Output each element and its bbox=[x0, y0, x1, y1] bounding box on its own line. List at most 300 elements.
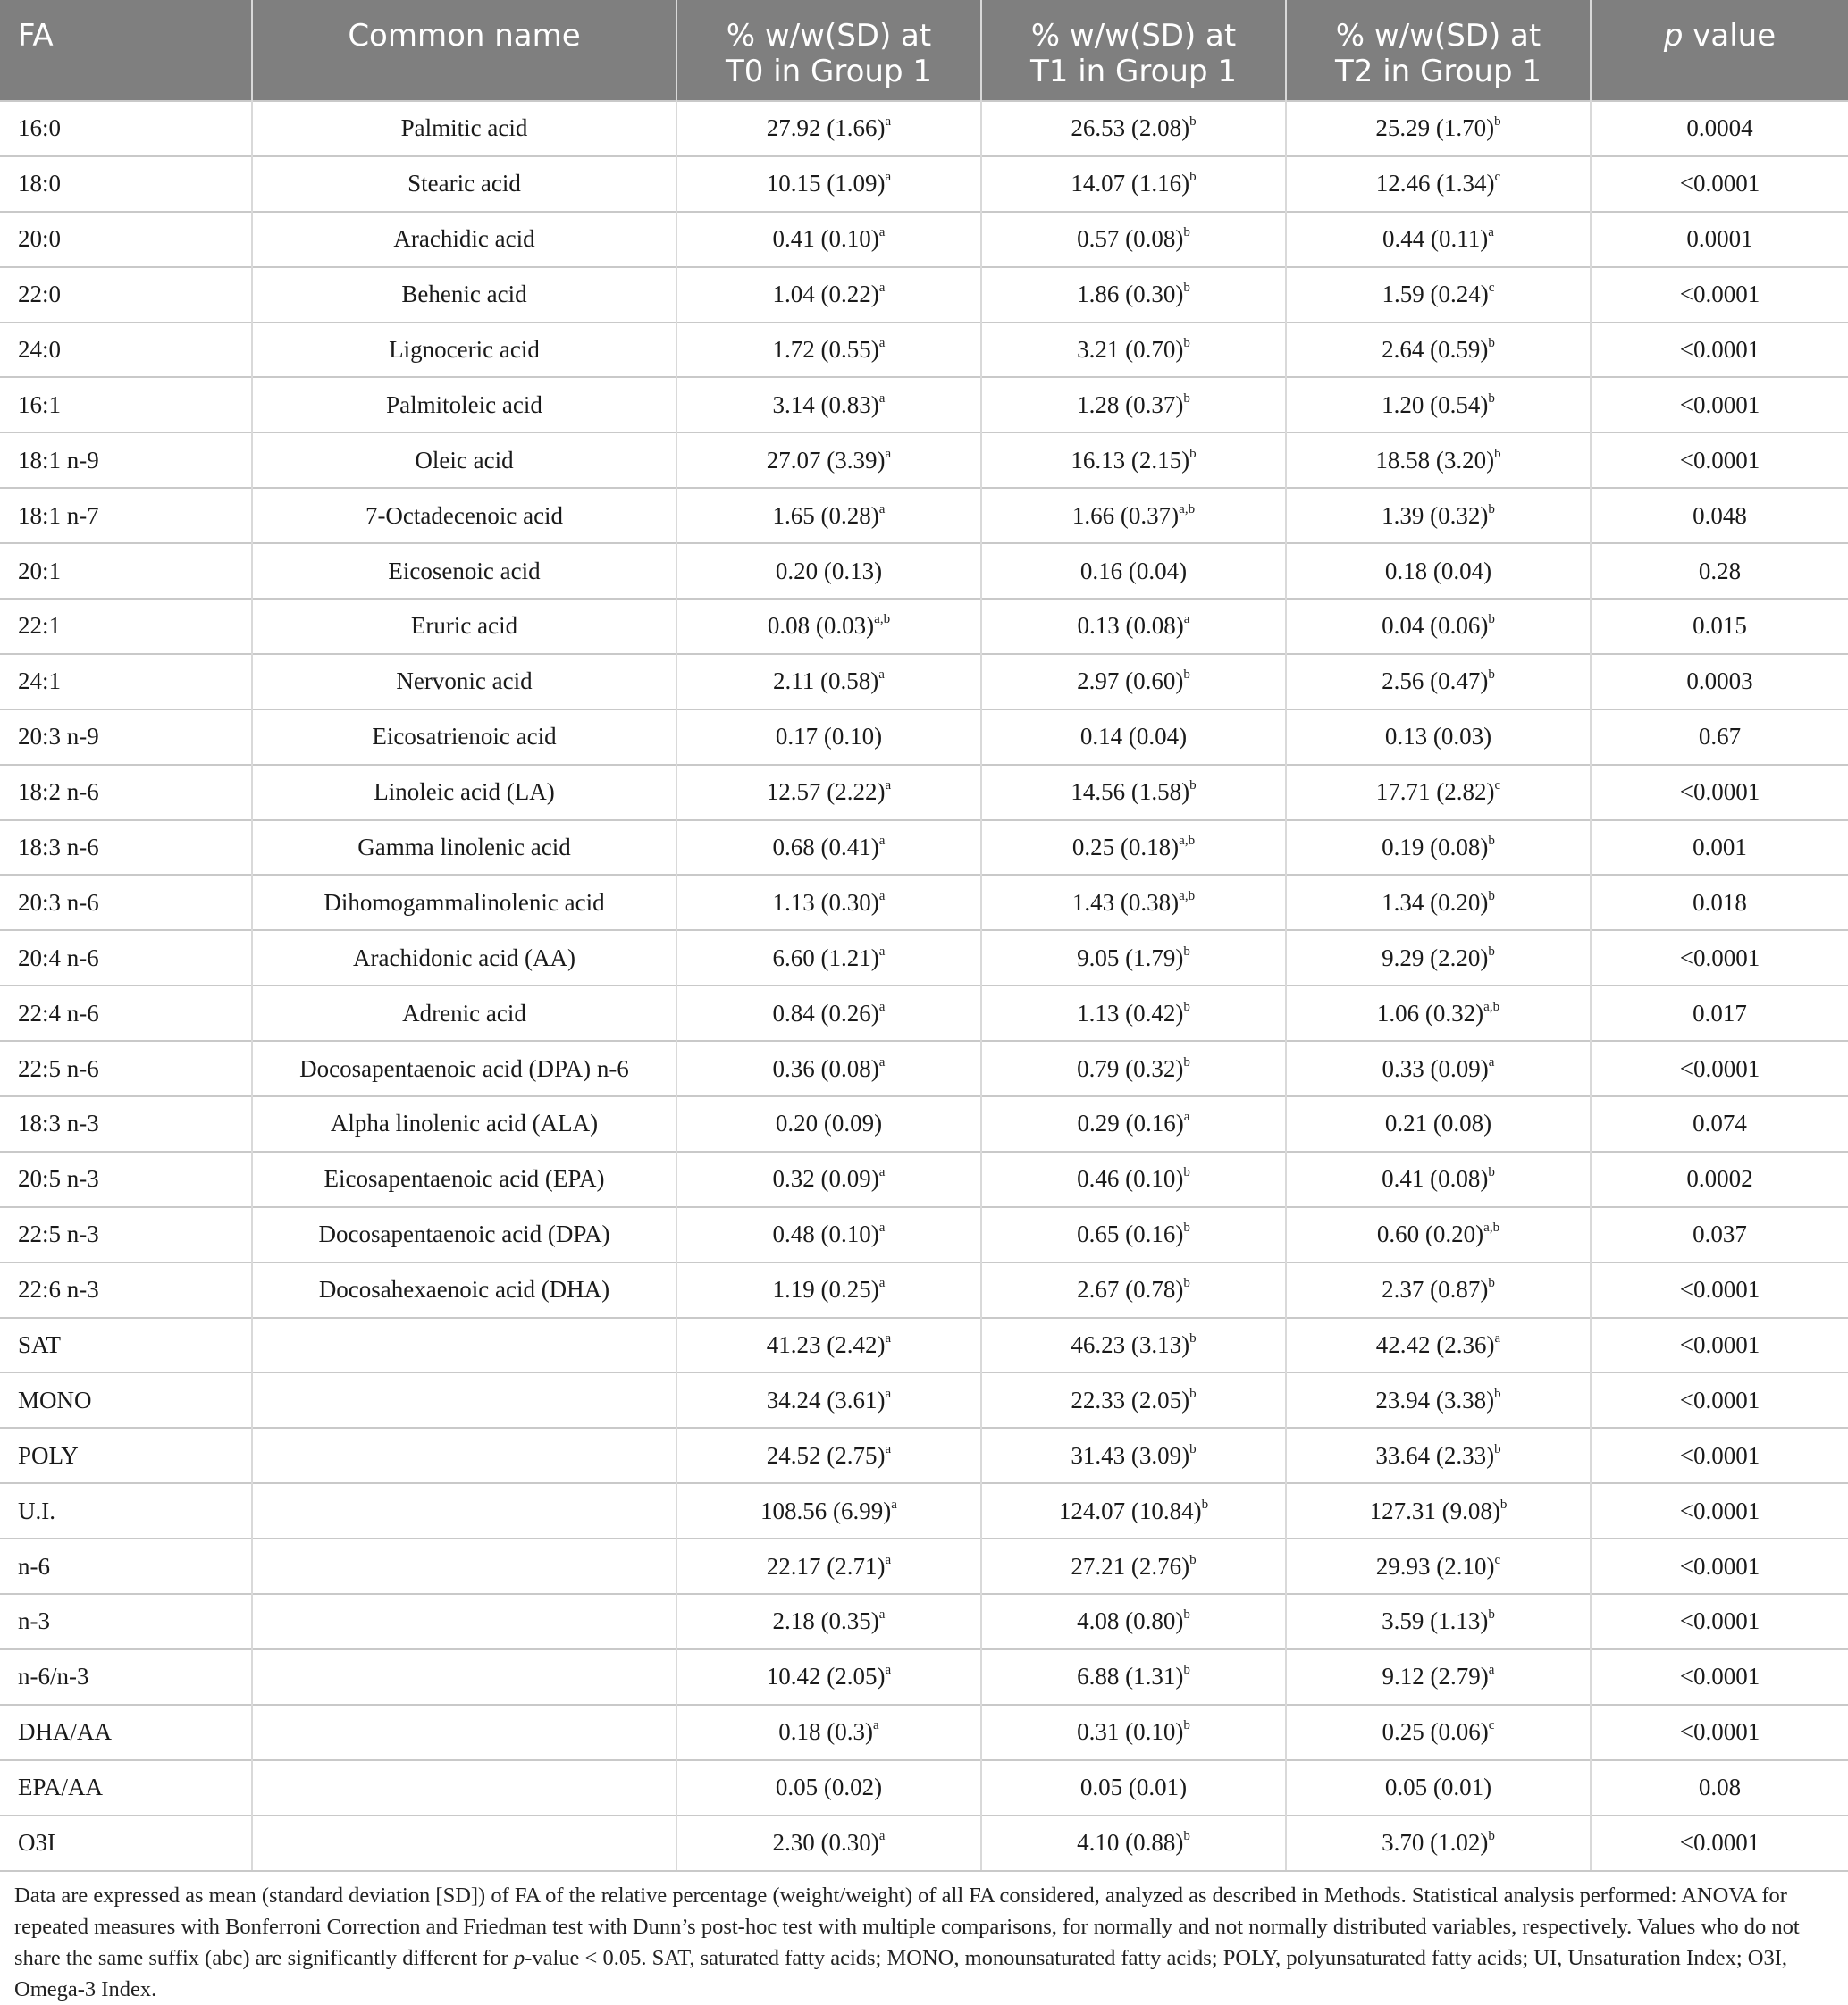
cell-p-value-value: <0.0001 bbox=[1679, 1497, 1760, 1524]
cell-fa bbox=[0, 820, 252, 876]
cell-t1-suffix: b bbox=[1183, 1718, 1190, 1733]
header-t1 bbox=[981, 0, 1286, 101]
cell-t2-value: 2.37 (0.87) bbox=[1382, 1276, 1489, 1304]
cell-t2 bbox=[1286, 488, 1591, 543]
cell-fa bbox=[0, 267, 252, 323]
cell-t1 bbox=[981, 599, 1286, 654]
cell-t1-suffix: b bbox=[1183, 336, 1190, 350]
cell-fa-value: SAT bbox=[18, 1331, 62, 1359]
cell-t0 bbox=[676, 1539, 981, 1594]
cell-t1-suffix: b bbox=[1183, 281, 1190, 296]
table-row bbox=[0, 543, 1848, 599]
cell-t2-suffix: b bbox=[1494, 446, 1501, 461]
cell-fa bbox=[0, 930, 252, 986]
cell-t1-suffix: b bbox=[1183, 1663, 1190, 1678]
cell-t0 bbox=[676, 1207, 981, 1263]
cell-t1-value: 1.13 (0.42) bbox=[1077, 999, 1184, 1027]
cell-fa-value: U.I. bbox=[18, 1497, 55, 1524]
cell-t1 bbox=[981, 1041, 1286, 1096]
cell-t0 bbox=[676, 377, 981, 432]
cell-t2-suffix: b bbox=[1494, 114, 1501, 130]
cell-t0-value: 1.04 (0.22) bbox=[772, 281, 879, 308]
cell-common-name bbox=[252, 432, 676, 488]
cell-fa bbox=[0, 323, 252, 378]
cell-p-value-value: 0.048 bbox=[1693, 501, 1747, 529]
cell-t1 bbox=[981, 709, 1286, 765]
table-row bbox=[0, 1096, 1848, 1152]
cell-t1-suffix: b bbox=[1201, 1497, 1209, 1512]
cell-t2-value: 0.05 (0.01) bbox=[1384, 1774, 1492, 1801]
cell-p-value-value: 0.0001 bbox=[1686, 225, 1753, 253]
cell-t0 bbox=[676, 599, 981, 654]
cell-p-value bbox=[1591, 267, 1848, 323]
cell-common-name bbox=[252, 875, 676, 930]
cell-common-name-value: Stearic acid bbox=[407, 170, 521, 197]
header-t2-line1: % w/w(SD) at bbox=[1335, 18, 1541, 54]
cell-t2 bbox=[1286, 1649, 1591, 1705]
cell-t1 bbox=[981, 377, 1286, 432]
table-row bbox=[0, 488, 1848, 543]
cell-t1-value: 14.07 (1.16) bbox=[1071, 170, 1190, 197]
cell-t1-value: 3.21 (0.70) bbox=[1077, 336, 1184, 363]
cell-fa-value: 18:1 n-9 bbox=[18, 446, 99, 474]
cell-t0 bbox=[676, 1428, 981, 1483]
cell-t2-value: 3.70 (1.02) bbox=[1382, 1829, 1489, 1857]
cell-p-value bbox=[1591, 432, 1848, 488]
cell-common-name bbox=[252, 1594, 676, 1649]
cell-t2-suffix: b bbox=[1488, 1607, 1495, 1623]
cell-t1-suffix: b bbox=[1183, 1221, 1190, 1236]
cell-t2 bbox=[1286, 1318, 1591, 1373]
cell-t0-suffix: a bbox=[878, 667, 885, 683]
cell-t0-suffix: a bbox=[878, 1829, 886, 1844]
cell-t1 bbox=[981, 1594, 1286, 1649]
cell-p-value bbox=[1591, 599, 1848, 654]
cell-fa-value: DHA/AA bbox=[18, 1718, 112, 1746]
cell-fa-value: 16:1 bbox=[18, 390, 62, 418]
header-t0-line2: T0 in Group 1 bbox=[726, 54, 932, 89]
cell-t0 bbox=[676, 1760, 981, 1816]
cell-common-name-value: Docosapentaenoic acid (DPA) n-6 bbox=[299, 1054, 629, 1082]
cell-fa bbox=[0, 377, 252, 432]
header-p-italic: p bbox=[1663, 18, 1684, 54]
cell-t1 bbox=[981, 986, 1286, 1041]
cell-t2-suffix: b bbox=[1494, 1441, 1501, 1456]
cell-t1-suffix: b bbox=[1183, 1165, 1190, 1180]
cell-t1-suffix: b bbox=[1183, 1276, 1190, 1291]
cell-fa-value: POLY bbox=[18, 1441, 79, 1469]
table-row bbox=[0, 212, 1848, 267]
cell-fa bbox=[0, 156, 252, 212]
cell-t0-suffix: a bbox=[878, 225, 886, 240]
cell-t2 bbox=[1286, 543, 1591, 599]
cell-t2-value: 0.21 (0.08) bbox=[1384, 1110, 1492, 1137]
cell-p-value bbox=[1591, 1705, 1848, 1760]
cell-common-name-value: Nervonic acid bbox=[396, 667, 533, 695]
cell-p-value bbox=[1591, 1152, 1848, 1207]
cell-t0-value: 1.19 (0.25) bbox=[772, 1276, 879, 1304]
cell-t0-value: 10.15 (1.09) bbox=[766, 170, 886, 197]
cell-t2-suffix: b bbox=[1488, 612, 1495, 627]
cell-fa-value: n-6 bbox=[18, 1552, 50, 1580]
cell-t1-suffix: b bbox=[1183, 1829, 1190, 1844]
cell-t0-value: 27.07 (3.39) bbox=[766, 446, 886, 474]
cell-fa-value: 18:1 n-7 bbox=[18, 501, 99, 529]
table-row bbox=[0, 1207, 1848, 1263]
cell-p-value bbox=[1591, 1649, 1848, 1705]
cell-common-name bbox=[252, 1428, 676, 1483]
cell-t0 bbox=[676, 212, 981, 267]
cell-t1-suffix: b bbox=[1183, 390, 1190, 406]
cell-t0-suffix: a bbox=[885, 1386, 892, 1401]
cell-t1-value: 4.08 (0.80) bbox=[1077, 1607, 1184, 1635]
cell-t2 bbox=[1286, 1539, 1591, 1594]
cell-t1-value: 0.14 (0.04) bbox=[1079, 723, 1188, 751]
table-row bbox=[0, 1041, 1848, 1096]
cell-fa bbox=[0, 212, 252, 267]
table-row bbox=[0, 1816, 1848, 1871]
cell-common-name-value: 7-Octadecenoic acid bbox=[365, 501, 564, 529]
cell-t1-suffix: b bbox=[1189, 1552, 1197, 1567]
cell-t0 bbox=[676, 1263, 981, 1318]
cell-t0-suffix: a bbox=[878, 834, 886, 849]
cell-t0-suffix: a bbox=[878, 390, 886, 406]
cell-fa bbox=[0, 1263, 252, 1318]
cell-t0-suffix: a bbox=[878, 1165, 886, 1180]
cell-p-value-value: 0.0002 bbox=[1686, 1165, 1753, 1193]
cell-p-value bbox=[1591, 1760, 1848, 1816]
cell-common-name-value: Dihomogammalinolenic acid bbox=[323, 888, 605, 916]
cell-t0-value: 1.65 (0.28) bbox=[772, 501, 879, 529]
cell-t0-suffix: a bbox=[878, 1607, 886, 1623]
table-row bbox=[0, 323, 1848, 378]
cell-t1 bbox=[981, 875, 1286, 930]
cell-t1 bbox=[981, 1096, 1286, 1152]
cell-t1 bbox=[981, 323, 1286, 378]
cell-t1 bbox=[981, 1816, 1286, 1871]
cell-t0-suffix: a bbox=[873, 1718, 879, 1733]
cell-t2-suffix: c bbox=[1494, 170, 1501, 185]
cell-fa-value: 20:4 n-6 bbox=[18, 944, 99, 971]
cell-t2-suffix: b bbox=[1488, 834, 1495, 849]
cell-t1-value: 1.86 (0.30) bbox=[1077, 281, 1184, 308]
cell-t1-value: 0.29 (0.16) bbox=[1077, 1110, 1184, 1137]
cell-fa-value: 20:5 n-3 bbox=[18, 1165, 99, 1193]
cell-t1-suffix: b bbox=[1189, 446, 1197, 461]
cell-common-name bbox=[252, 1096, 676, 1152]
cell-common-name-value: Eicosenoic acid bbox=[388, 557, 541, 584]
table-row bbox=[0, 1649, 1848, 1705]
cell-t0-value: 10.42 (2.05) bbox=[766, 1663, 886, 1690]
cell-p-value bbox=[1591, 1594, 1848, 1649]
cell-t0 bbox=[676, 654, 981, 709]
cell-t2-suffix: c bbox=[1494, 1552, 1501, 1567]
cell-fa bbox=[0, 488, 252, 543]
cell-t1-suffix: b bbox=[1189, 114, 1197, 130]
cell-t2-suffix: b bbox=[1488, 336, 1495, 350]
cell-t1-suffix: b bbox=[1189, 1386, 1197, 1401]
cell-t0-value: 0.17 (0.10) bbox=[775, 723, 883, 751]
cell-fa-value: 22:0 bbox=[18, 281, 62, 308]
cell-p-value bbox=[1591, 1539, 1848, 1594]
cell-t0-suffix: a bbox=[878, 888, 886, 903]
cell-common-name bbox=[252, 765, 676, 820]
cell-t1-value: 0.46 (0.10) bbox=[1077, 1165, 1184, 1193]
cell-p-value-value: <0.0001 bbox=[1679, 1386, 1760, 1414]
cell-fa-value: O3I bbox=[18, 1829, 55, 1857]
cell-t0 bbox=[676, 1649, 981, 1705]
cell-t0 bbox=[676, 1705, 981, 1760]
cell-t1-value: 14.56 (1.58) bbox=[1071, 778, 1190, 806]
cell-t0-suffix: a bbox=[885, 1441, 892, 1456]
cell-common-name bbox=[252, 1207, 676, 1263]
table-row bbox=[0, 599, 1848, 654]
cell-t1-value: 1.43 (0.38) bbox=[1071, 888, 1180, 916]
cell-fa bbox=[0, 599, 252, 654]
cell-p-value bbox=[1591, 930, 1848, 986]
cell-t2-value: 3.59 (1.13) bbox=[1382, 1607, 1489, 1635]
cell-t0-suffix: a bbox=[878, 336, 886, 350]
cell-p-value bbox=[1591, 765, 1848, 820]
cell-fa-value: 22:5 n-3 bbox=[18, 1221, 99, 1248]
cell-common-name bbox=[252, 488, 676, 543]
cell-t0 bbox=[676, 820, 981, 876]
cell-t0-value: 0.32 (0.09) bbox=[772, 1165, 879, 1193]
cell-t2-suffix: a bbox=[1488, 1663, 1495, 1678]
table-row bbox=[0, 1539, 1848, 1594]
cell-common-name bbox=[252, 986, 676, 1041]
cell-t2-value: 0.04 (0.06) bbox=[1382, 612, 1489, 640]
cell-t0-suffix: a bbox=[885, 114, 892, 130]
cell-common-name-value: Oleic acid bbox=[415, 446, 514, 474]
cell-p-value-value: 0.074 bbox=[1693, 1110, 1747, 1137]
cell-t2 bbox=[1286, 1372, 1591, 1428]
cell-fa bbox=[0, 1483, 252, 1539]
cell-t1-value: 124.07 (10.84) bbox=[1058, 1497, 1202, 1524]
table-row bbox=[0, 820, 1848, 876]
cell-t2 bbox=[1286, 1816, 1591, 1871]
cell-t2-value: 1.39 (0.32) bbox=[1382, 501, 1489, 529]
cell-t0-value: 12.57 (2.22) bbox=[766, 778, 886, 806]
cell-t0-value: 3.14 (0.83) bbox=[772, 390, 879, 418]
cell-p-value-value: <0.0001 bbox=[1679, 1276, 1760, 1304]
cell-t0 bbox=[676, 1318, 981, 1373]
cell-fa bbox=[0, 1428, 252, 1483]
table-row bbox=[0, 1705, 1848, 1760]
table-row bbox=[0, 986, 1848, 1041]
cell-fa-value: 22:4 n-6 bbox=[18, 999, 99, 1027]
cell-t1-value: 0.16 (0.04) bbox=[1079, 557, 1188, 584]
cell-fa bbox=[0, 1041, 252, 1096]
cell-t2 bbox=[1286, 654, 1591, 709]
cell-common-name-value: Lignoceric acid bbox=[389, 336, 540, 363]
cell-t2 bbox=[1286, 267, 1591, 323]
cell-t0 bbox=[676, 1152, 981, 1207]
cell-t0-suffix: a bbox=[878, 1054, 886, 1070]
cell-t2-value: 127.31 (9.08) bbox=[1369, 1497, 1500, 1524]
cell-common-name bbox=[252, 1705, 676, 1760]
cell-t1 bbox=[981, 1760, 1286, 1816]
header-p-rest: value bbox=[1683, 18, 1777, 54]
cell-common-name bbox=[252, 101, 676, 156]
cell-t0-value: 22.17 (2.71) bbox=[766, 1552, 886, 1580]
cell-t2 bbox=[1286, 323, 1591, 378]
cell-t0-suffix: a bbox=[885, 1331, 892, 1346]
cell-t1-suffix: b bbox=[1189, 1331, 1197, 1346]
cell-t1-value: 2.67 (0.78) bbox=[1077, 1276, 1184, 1304]
cell-t1 bbox=[981, 1263, 1286, 1318]
table-row bbox=[0, 377, 1848, 432]
cell-fa-value: MONO bbox=[18, 1386, 92, 1414]
table-row bbox=[0, 765, 1848, 820]
cell-t0 bbox=[676, 1594, 981, 1649]
cell-t1-value: 6.88 (1.31) bbox=[1077, 1663, 1184, 1690]
cell-t0-value: 41.23 (2.42) bbox=[766, 1331, 886, 1359]
cell-common-name-value: Eicosapentaenoic acid (EPA) bbox=[323, 1165, 605, 1193]
cell-p-value bbox=[1591, 709, 1848, 765]
cell-t0 bbox=[676, 1372, 981, 1428]
cell-p-value bbox=[1591, 875, 1848, 930]
cell-t0-suffix: a bbox=[878, 281, 886, 296]
cell-t0-suffix: a bbox=[878, 944, 886, 959]
cell-t0-value: 0.48 (0.10) bbox=[772, 1221, 879, 1248]
header-common-name bbox=[252, 0, 676, 101]
cell-fa bbox=[0, 875, 252, 930]
header-t0 bbox=[676, 0, 981, 101]
cell-t0 bbox=[676, 875, 981, 930]
cell-t0 bbox=[676, 986, 981, 1041]
cell-p-value-value: 0.017 bbox=[1693, 999, 1747, 1027]
cell-t1-suffix: a,b bbox=[1179, 501, 1196, 516]
table-row bbox=[0, 1760, 1848, 1816]
cell-t2-value: 12.46 (1.34) bbox=[1375, 170, 1495, 197]
cell-p-value-value: <0.0001 bbox=[1679, 778, 1760, 806]
cell-t2-value: 0.25 (0.06) bbox=[1382, 1718, 1489, 1746]
table-row bbox=[0, 156, 1848, 212]
cell-t1-suffix: a,b bbox=[1179, 834, 1196, 849]
cell-p-value-value: <0.0001 bbox=[1679, 1441, 1760, 1469]
cell-p-value-value: <0.0001 bbox=[1679, 1607, 1760, 1635]
cell-p-value-value: 0.015 bbox=[1693, 612, 1747, 640]
cell-t0 bbox=[676, 930, 981, 986]
cell-t0-suffix: a bbox=[885, 778, 892, 793]
cell-fa bbox=[0, 1372, 252, 1428]
header-common-name-text: Common name bbox=[348, 18, 581, 54]
cell-t1-suffix: b bbox=[1183, 944, 1190, 959]
cell-p-value-value: <0.0001 bbox=[1679, 446, 1760, 474]
cell-t0-value: 0.08 (0.03) bbox=[767, 612, 875, 640]
cell-fa-value: 20:1 bbox=[18, 557, 62, 584]
cell-t2-value: 29.93 (2.10) bbox=[1375, 1552, 1495, 1580]
cell-t0 bbox=[676, 432, 981, 488]
cell-t2-suffix: b bbox=[1488, 501, 1495, 516]
cell-p-value-value: <0.0001 bbox=[1679, 170, 1760, 197]
cell-t0-value: 2.30 (0.30) bbox=[772, 1829, 879, 1857]
cell-t1-value: 1.66 (0.37) bbox=[1071, 501, 1180, 529]
cell-t1-suffix: b bbox=[1183, 1054, 1190, 1070]
cell-p-value-value: <0.0001 bbox=[1679, 1331, 1760, 1359]
cell-t1-value: 0.57 (0.08) bbox=[1077, 225, 1184, 253]
cell-t0-value: 0.84 (0.26) bbox=[772, 999, 879, 1027]
cell-common-name bbox=[252, 212, 676, 267]
cell-t0 bbox=[676, 1041, 981, 1096]
cell-t0-suffix: a bbox=[878, 999, 886, 1014]
cell-p-value bbox=[1591, 323, 1848, 378]
cell-t2-value: 2.56 (0.47) bbox=[1382, 667, 1489, 695]
cell-t2-value: 1.34 (0.20) bbox=[1382, 888, 1489, 916]
cell-common-name-value: Behenic acid bbox=[401, 281, 527, 308]
cell-t0-value: 2.11 (0.58) bbox=[773, 667, 879, 695]
cell-t0-value: 0.41 (0.10) bbox=[772, 225, 879, 253]
cell-t2 bbox=[1286, 1705, 1591, 1760]
cell-t1-value: 0.13 (0.08) bbox=[1077, 612, 1184, 640]
cell-p-value bbox=[1591, 654, 1848, 709]
cell-common-name-value: Adrenic acid bbox=[402, 999, 526, 1027]
cell-t0-value: 0.20 (0.09) bbox=[775, 1110, 883, 1137]
cell-t2 bbox=[1286, 1760, 1591, 1816]
cell-t2 bbox=[1286, 1041, 1591, 1096]
cell-t1-suffix: b bbox=[1183, 667, 1190, 683]
cell-t0-suffix: a bbox=[878, 501, 886, 516]
cell-t2-suffix: c bbox=[1494, 778, 1501, 793]
cell-t1-value: 27.21 (2.76) bbox=[1071, 1552, 1190, 1580]
cell-fa-value: 22:5 n-6 bbox=[18, 1054, 99, 1082]
cell-t1 bbox=[981, 1705, 1286, 1760]
cell-t2-suffix: a,b bbox=[1483, 999, 1500, 1014]
footnote-part-3: -value < 0.05. SAT, saturated fatty acids; MONO, monounsaturated fatty acids; POLY, polyunsaturated fatty acids; UI, Unsaturation Index; O3I, Omega-3 Index. bbox=[14, 1945, 1787, 2001]
cell-t2-suffix: b bbox=[1488, 1276, 1495, 1291]
cell-p-value bbox=[1591, 1207, 1848, 1263]
cell-p-value-value: 0.001 bbox=[1693, 834, 1747, 861]
table-row bbox=[0, 1152, 1848, 1207]
cell-t2-value: 0.33 (0.09) bbox=[1382, 1054, 1489, 1082]
cell-fa-value: 22:1 bbox=[18, 612, 62, 640]
cell-t0-suffix: a bbox=[885, 446, 892, 461]
header-p-value bbox=[1591, 0, 1848, 101]
cell-common-name bbox=[252, 930, 676, 986]
cell-t0 bbox=[676, 156, 981, 212]
cell-t1 bbox=[981, 267, 1286, 323]
cell-t0 bbox=[676, 323, 981, 378]
cell-p-value-value: <0.0001 bbox=[1679, 1829, 1760, 1857]
cell-t0-value: 0.05 (0.02) bbox=[775, 1774, 883, 1801]
cell-t1-value: 2.97 (0.60) bbox=[1077, 667, 1184, 695]
cell-common-name bbox=[252, 1263, 676, 1318]
cell-t0-suffix: a bbox=[885, 1663, 892, 1678]
cell-t1 bbox=[981, 212, 1286, 267]
cell-t2-value: 25.29 (1.70) bbox=[1375, 114, 1495, 142]
cell-p-value bbox=[1591, 1263, 1848, 1318]
cell-t2 bbox=[1286, 1096, 1591, 1152]
cell-common-name bbox=[252, 1318, 676, 1373]
cell-t1 bbox=[981, 930, 1286, 986]
cell-t0 bbox=[676, 709, 981, 765]
table-row bbox=[0, 709, 1848, 765]
cell-t1 bbox=[981, 432, 1286, 488]
cell-p-value-value: <0.0001 bbox=[1679, 1718, 1760, 1746]
cell-common-name bbox=[252, 377, 676, 432]
cell-t2 bbox=[1286, 1483, 1591, 1539]
cell-common-name bbox=[252, 267, 676, 323]
cell-t1-suffix: a bbox=[1183, 612, 1190, 627]
cell-p-value bbox=[1591, 377, 1848, 432]
cell-common-name-value: Docosahexaenoic acid (DHA) bbox=[318, 1276, 610, 1304]
cell-t1 bbox=[981, 488, 1286, 543]
cell-fa bbox=[0, 986, 252, 1041]
cell-fa-value: 24:1 bbox=[18, 667, 62, 695]
header-t2 bbox=[1286, 0, 1591, 101]
cell-t1 bbox=[981, 765, 1286, 820]
